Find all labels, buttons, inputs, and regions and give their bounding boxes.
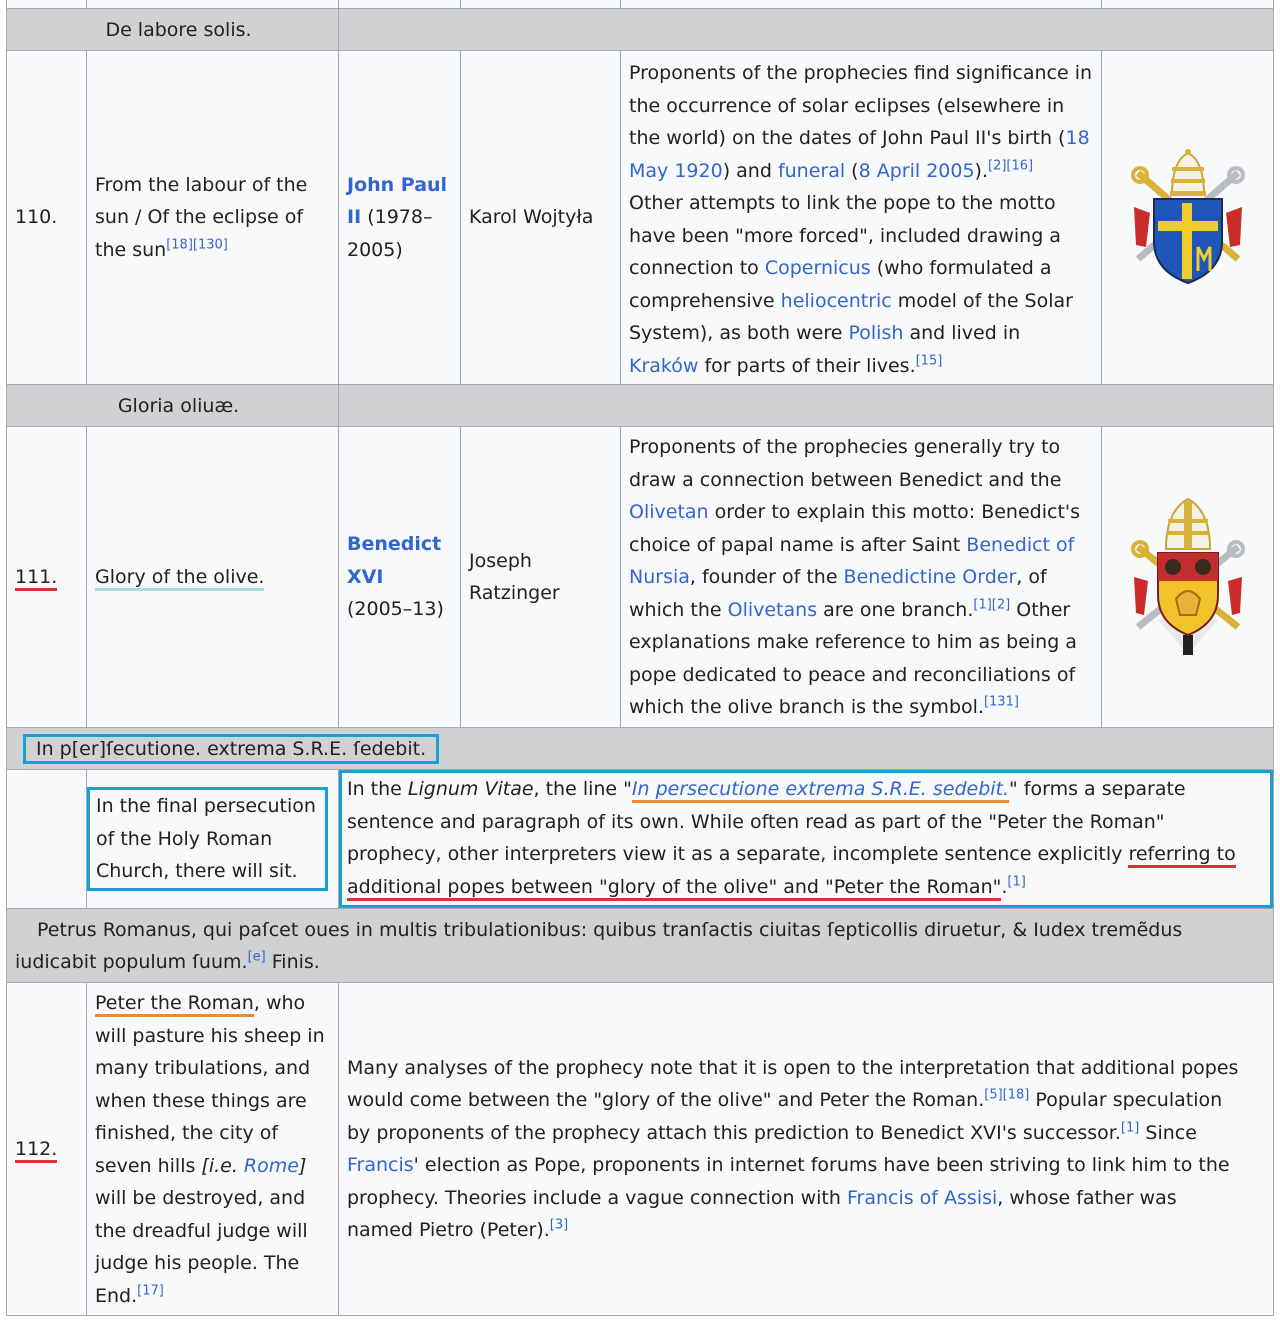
pope-110: John Paul II (1978–2005)	[339, 51, 461, 385]
latin-motto-112: Petrus Romanus, qui paſcet oues in multis tribulationibus: quibus tranſactis ciuitas ſepticollis diruetur, & Iudex tremẽdus iudicabit populum ſuum.	[15, 918, 1183, 973]
link-polish[interactable]: Polish	[848, 322, 904, 344]
ref-link[interactable]: [3]	[549, 1217, 569, 1233]
pope-link-john-paul-ii[interactable]: John Paul II	[347, 173, 448, 229]
link-benedictine-order[interactable]: Benedictine Order	[843, 566, 1017, 588]
table-row-110	[7, 51, 1274, 385]
ref-link[interactable]: [131]	[983, 694, 1019, 710]
latin-motto-persecution: In p[er]ſecutione. extrema S.R.E. ſedebit.	[23, 734, 439, 764]
prophecy-table	[6, 0, 1274, 1316]
ref-link[interactable]: [1]	[1007, 874, 1026, 890]
link-francis[interactable]: Francis	[347, 1154, 414, 1176]
latin-band-110	[7, 9, 1274, 51]
ref-link[interactable]: [2][16]	[988, 158, 1034, 174]
ref-link[interactable]: [18][130]	[166, 237, 228, 253]
birth-name-110: Karol Wojtyła	[461, 51, 621, 385]
link-olivetan[interactable]: Olivetan	[629, 501, 709, 523]
translation-persecution: In the final persecution of the Holy Roman Church, there will sit.	[87, 770, 339, 909]
link-rome[interactable]: Rome	[243, 1154, 299, 1177]
latin-band-persecution	[7, 728, 1274, 770]
ref-link[interactable]: [5][18]	[984, 1087, 1030, 1103]
link-krakow[interactable]: Kraków	[629, 354, 699, 377]
birth-name-111: Joseph Ratzinger	[461, 427, 621, 728]
link-francis-of-assisi[interactable]: Francis of Assisi	[846, 1186, 998, 1209]
ref-link[interactable]: [15]	[915, 353, 943, 369]
previous-row-tail	[7, 0, 1274, 9]
table-row-persecution	[7, 770, 1274, 909]
link-benedict-of-nursia[interactable]: Benedict of Nursia	[629, 533, 1075, 588]
latin-band-112: Petrus Romanus, qui paſcet oues in multis tribulationibus: quibus tranſactis ciuitas ſepticollis diruetur, & Iudex tremẽdus iudicabit populum ſuum.[e] Finis.	[7, 909, 1274, 983]
ref-link[interactable]: [e]	[247, 949, 266, 965]
link-18-may-1920[interactable]: 18 May 1920	[629, 127, 1090, 182]
row-number-111: 111.	[7, 427, 87, 728]
ref-link[interactable]: [17]	[137, 1283, 164, 1299]
table-row-112	[7, 983, 1274, 1316]
latin-motto-111: Gloria oliuæ.	[117, 394, 240, 417]
translation-112: Peter the Roman, who will pasture his sheep in many tribulations, and when these things are finished, the city of seven hills [i.e. Rome] will be destroyed, and the dreadful judge will judge his people. The End.[17]	[87, 983, 339, 1316]
link-olivetans[interactable]: Olivetans	[727, 598, 818, 621]
pope-link-benedict-xvi[interactable]: Benedict XVI	[347, 533, 442, 588]
pope-111: Benedict XVI (2005–13)	[339, 427, 461, 728]
john-paul-ii-coat-of-arms[interactable]	[1130, 147, 1246, 289]
link-heliocentric[interactable]: heliocentric	[780, 289, 892, 312]
ref-link[interactable]: [1][2]	[973, 597, 1011, 613]
explanation-110: Proponents of the prophecies find significance in the occurrence of solar eclipses (elsewhere in the world) on the dates of John Paul II's birth (18 May 1920) and funeral (8 April 2005).[2][16] Other attempts to link the pope to the motto have been "more forced", included drawing a connection to Copernicus (who formulated a comprehensive heliocentric model of the Solar System), as both were Polish and lived in Kraków for parts of their lives.[15]	[621, 51, 1102, 385]
explanation-112: Many analyses of the prophecy note that it is open to the interpretation that additional popes would come between the "glory of the olive" and Peter the Roman.[5][18] Popular speculation by proponents of the prophecy attach this prediction to Benedict XVI's successor.[1] Since Francis' election as Pope, proponents in internet forums have been striving to link him to the prophecy. Theories include a vague connection with Francis of Assisi, whose father was named Pietro (Peter).[3]	[339, 983, 1274, 1316]
row-number-110: 110.	[7, 51, 87, 385]
link-funeral[interactable]: funeral	[777, 159, 846, 182]
table-row-111	[7, 427, 1274, 728]
translation-111: Glory of the olive.	[87, 427, 339, 728]
row-number-persecution	[7, 770, 87, 909]
benedict-xvi-coat-of-arms[interactable]	[1130, 497, 1246, 657]
explanation-111: Proponents of the prophecies generally try to draw a connection between Benedict and the Olivetan order to explain this motto: Benedict's choice of papal name is after Saint Benedict of Nursia, founder of the Benedictine Order, of which the Olivetans are one branch.[1][2] Other explanations make reference to him as being a pope dedicated to peace and reconciliations of which the olive branch is the symbol.[131]	[621, 427, 1102, 728]
link-8-april-2005[interactable]: 8 April 2005	[858, 159, 975, 182]
link-in-persecutione[interactable]: In persecutione extrema S.R.E. sedebit.	[632, 778, 1009, 803]
coat-of-arms-cell-111	[1102, 427, 1274, 728]
coat-of-arms-cell-110	[1102, 51, 1274, 385]
link-copernicus[interactable]: Copernicus	[764, 257, 871, 279]
translation-110: From the labour of the sun / Of the eclipse of the sun[18][130]	[87, 51, 339, 385]
latin-band-111	[7, 385, 1274, 427]
latin-motto-110: De labore solis.	[105, 18, 252, 41]
explanation-persecution: In the Lignum Vitae, the line "In persecutione extrema S.R.E. sedebit." forms a separate sentence and paragraph of its own. While often read as part of the "Peter the Roman" prophecy, other interpreters view it as a separate, incomplete sentence explicitly referring to additional popes between "glory of the olive" and "Peter the Roman".[1]	[339, 770, 1274, 909]
row-number-112: 112.	[7, 983, 87, 1316]
ref-link[interactable]: [1]	[1120, 1120, 1140, 1136]
